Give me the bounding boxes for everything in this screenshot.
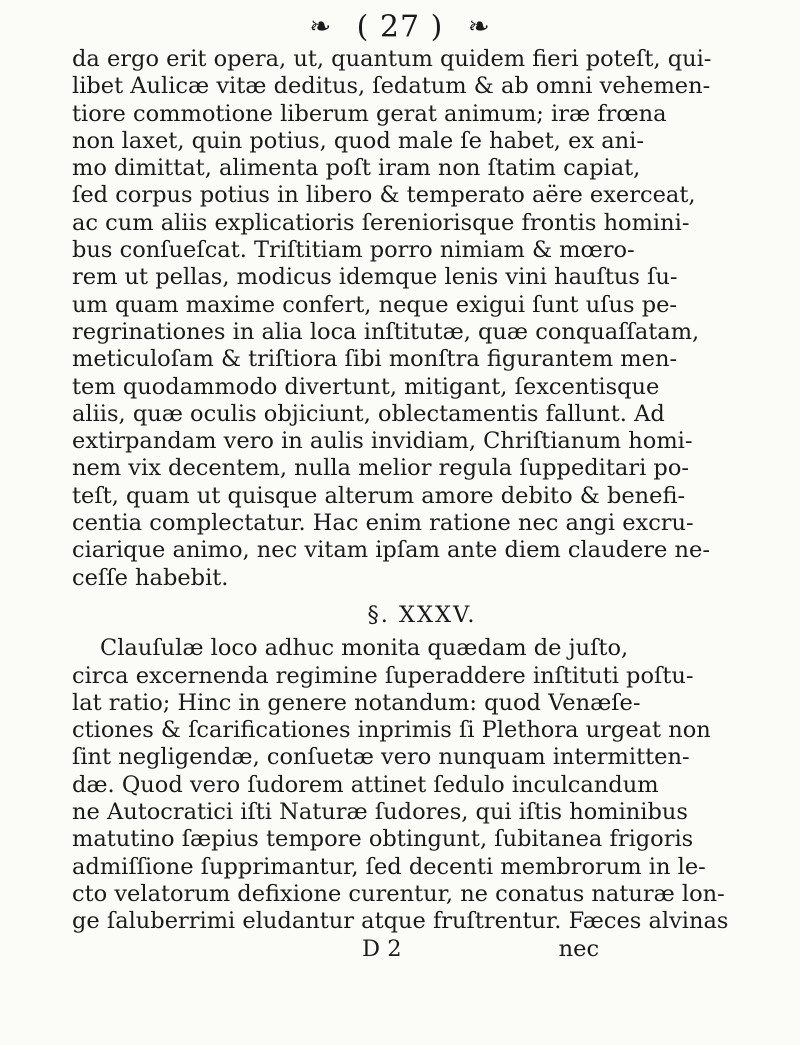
text-line: libet Aulicæ vitæ deditus, ſedatum & ab omni vehemen-	[72, 73, 711, 100]
text-line: aliis, quæ oculis objiciunt, oblectamentis fallunt. Ad	[72, 400, 665, 427]
text-line: ne Autocratici iſti Naturæ ſudores, qui iſtis hominibus	[72, 799, 688, 826]
text-line: nem vix decentem, nulla melior regula ſuppeditari po-	[72, 455, 689, 482]
text-line: non laxet, quin potius, quod male ſe habet, ex ani-	[72, 127, 644, 154]
text-line: mo dimittat, alimenta poſt iram non ſtatim capiat,	[72, 155, 641, 182]
text-line: ac cum aliis explicatioris ſereniorisque frontis homini-	[72, 209, 690, 236]
page-footer	[72, 936, 772, 963]
text-line: matutino ſæpius tempore obtingunt, ſubitanea frigoris	[72, 826, 694, 853]
text-line: ſint negligendæ, conſuetæ vero nunquam intermitten-	[72, 744, 690, 771]
text-line: ceſſe habebit.	[72, 564, 229, 591]
body-text	[72, 46, 772, 963]
page-number: ( 27 )	[356, 9, 444, 45]
text-line: teſt, quam ut quisque alterum amore debito & benefi-	[72, 482, 686, 509]
paragraph-1	[72, 46, 772, 592]
catchword: nec	[558, 935, 600, 962]
text-line: um quam maxime confert, neque exigui ſunt uſus pe-	[72, 291, 678, 318]
text-line: regrinationes in alia loca inſtitutæ, quæ conquaſſatam,	[72, 318, 700, 345]
text-line: cto velatorum defixione curentur, ne conatus naturæ lon-	[72, 880, 725, 907]
text-line: ſed corpus potius in libero & temperato aëre exerceat,	[72, 182, 696, 209]
text-line: da ergo erit opera, ut, quantum quidem fieri poteſt, qui-	[72, 46, 712, 72]
text-line: ctiones & ſcarificationes inprimis ſi Plethora urgeat non	[72, 717, 711, 744]
paragraph-2	[72, 635, 772, 935]
text-line: meticuloſam & triſtiora ſibi monſtra figurantem men-	[72, 346, 678, 373]
text-line: dæ. Quod vero ſudorem attinet ſedulo inculcandum	[72, 771, 659, 798]
text-line: ge ſaluberrimi eludantur atque fruſtrentur. Fæces alvinas	[72, 908, 729, 935]
text-line: lat ratio; Hinc in genere notandum: quod Venæſe-	[72, 689, 641, 716]
text-line: extirpandam vero in aulis invidiam, Chriſtianum homi-	[72, 428, 693, 455]
text-line: rem ut pellas, modicus idemque lenis vini hauſtus ſu-	[72, 264, 678, 291]
text-line: centia complectatur. Hac enim ratione nec angi excru-	[72, 510, 694, 537]
running-header	[0, 8, 800, 45]
text-line: tem quodammodo divertunt, mitigant, ſexcentisque	[72, 373, 660, 400]
text-line: bus conſueſcat. Triſtitiam porro nimiam & mœro-	[72, 237, 635, 264]
text-line: tiore commotione liberum gerat animum; iræ frœna	[72, 100, 667, 127]
text-line: circa excernenda regimine ſuperaddere inſtituti poſtu-	[72, 662, 694, 689]
text-line: ciarique animo, nec vitam ipſam ante diem claudere ne-	[72, 537, 710, 564]
signature-mark: D 2	[362, 935, 402, 962]
left-ornament-icon: ❧	[309, 12, 333, 42]
text-line: admiſſione ſupprimantur, ſed decenti membrorum in le-	[72, 853, 706, 880]
text-line: Clauſulæ loco adhuc monita quædam de juſto,	[100, 635, 629, 662]
right-ornament-icon: ❧	[467, 12, 491, 42]
section-heading: §. XXXV.	[367, 601, 477, 628]
